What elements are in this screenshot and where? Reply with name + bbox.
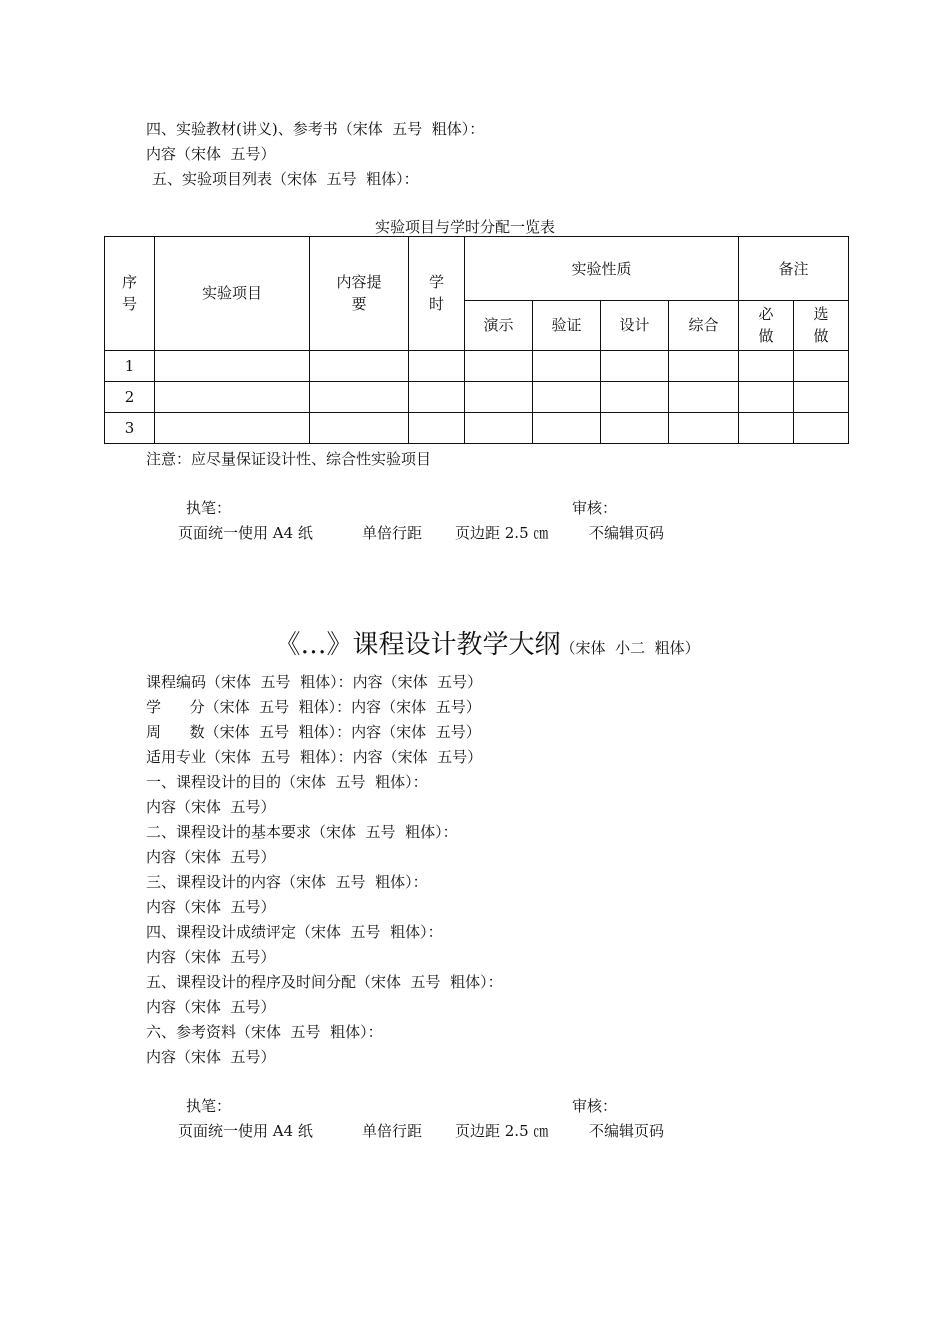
experiment-table xyxy=(104,236,849,444)
field-course-code: 课程编码（宋体 五号 粗体）：内容（宋体 五号） xyxy=(146,673,483,691)
spec-spacing: 单倍行距 xyxy=(362,524,423,542)
spec-spacing: 单倍行距 xyxy=(362,1122,423,1140)
table-row xyxy=(105,412,849,443)
header-seq: 序号 xyxy=(105,237,155,351)
spec-paper: 页面统一使用 A4 纸 xyxy=(178,524,313,542)
header-comprehensive: 综合 xyxy=(669,301,739,350)
row-number: 2 xyxy=(105,381,155,412)
header-project: 实验项目 xyxy=(155,237,310,351)
spec-margin: 页边距 2.5 ㎝ xyxy=(455,524,549,542)
header-optional: 选做 xyxy=(794,301,849,350)
header-hours: 学时 xyxy=(409,237,465,351)
content-purpose: 内容（宋体 五号） xyxy=(146,798,276,816)
heading-references: 六、参考资料（宋体 五号 粗体）： xyxy=(146,1023,383,1041)
table-row xyxy=(105,350,849,381)
table-note: 注意：应尽量保证设计性、综合性实验项目 xyxy=(146,450,432,468)
heading-purpose: 一、课程设计的目的（宋体 五号 粗体）： xyxy=(146,773,428,791)
page-title xyxy=(258,594,700,665)
reviewer-label: 审核： xyxy=(572,1097,618,1115)
heading-textbook: 四、实验教材(讲义)、参考书（宋体 五号 粗体）： xyxy=(146,120,485,138)
heading-content: 三、课程设计的内容（宋体 五号 粗体）： xyxy=(146,873,428,891)
row-number: 1 xyxy=(105,350,155,381)
heading-assessment: 四、课程设计成绩评定（宋体 五号 粗体）： xyxy=(146,923,443,941)
field-weeks: 周 数（宋体 五号 粗体）：内容（宋体 五号） xyxy=(146,723,481,741)
header-required: 必做 xyxy=(739,301,794,350)
content-references: 内容（宋体 五号） xyxy=(146,1048,276,1066)
title-font-note: （宋体 小二 粗体） xyxy=(560,639,700,657)
header-summary: 内容提要 xyxy=(310,237,409,351)
row-number: 3 xyxy=(105,412,155,443)
writer-label: 执笔： xyxy=(186,1097,232,1115)
content-assessment: 内容（宋体 五号） xyxy=(146,948,276,966)
reviewer-label: 审核： xyxy=(572,499,618,517)
spec-pagenum: 不编辑页码 xyxy=(589,524,665,542)
title-main: 《…》课程设计教学大纲 xyxy=(274,630,561,660)
header-design: 设计 xyxy=(601,301,669,350)
spec-margin: 页边距 2.5 ㎝ xyxy=(455,1122,549,1140)
heading-requirements: 二、课程设计的基本要求（宋体 五号 粗体）： xyxy=(146,823,458,841)
header-demo: 演示 xyxy=(465,301,533,350)
table-row xyxy=(105,381,849,412)
header-remark: 备注 xyxy=(739,237,849,301)
heading-experiment-list: 五、实验项目列表（宋体 五号 粗体）： xyxy=(152,170,419,188)
content-textbook: 内容（宋体 五号） xyxy=(146,145,276,163)
header-verify: 验证 xyxy=(533,301,601,350)
content-content: 内容（宋体 五号） xyxy=(146,898,276,916)
heading-schedule: 五、课程设计的程序及时间分配（宋体 五号 粗体）： xyxy=(146,973,503,991)
table-caption: 实验项目与学时分配一览表 xyxy=(375,218,556,236)
content-schedule: 内容（宋体 五号） xyxy=(146,998,276,1016)
spec-paper: 页面统一使用 A4 纸 xyxy=(178,1122,313,1140)
field-major: 适用专业（宋体 五号 粗体）：内容（宋体 五号） xyxy=(146,748,483,766)
spec-pagenum: 不编辑页码 xyxy=(589,1122,665,1140)
writer-label: 执笔： xyxy=(186,499,232,517)
header-nature: 实验性质 xyxy=(465,237,739,301)
field-credits: 学 分（宋体 五号 粗体）：内容（宋体 五号） xyxy=(146,698,481,716)
content-requirements: 内容（宋体 五号） xyxy=(146,848,276,866)
